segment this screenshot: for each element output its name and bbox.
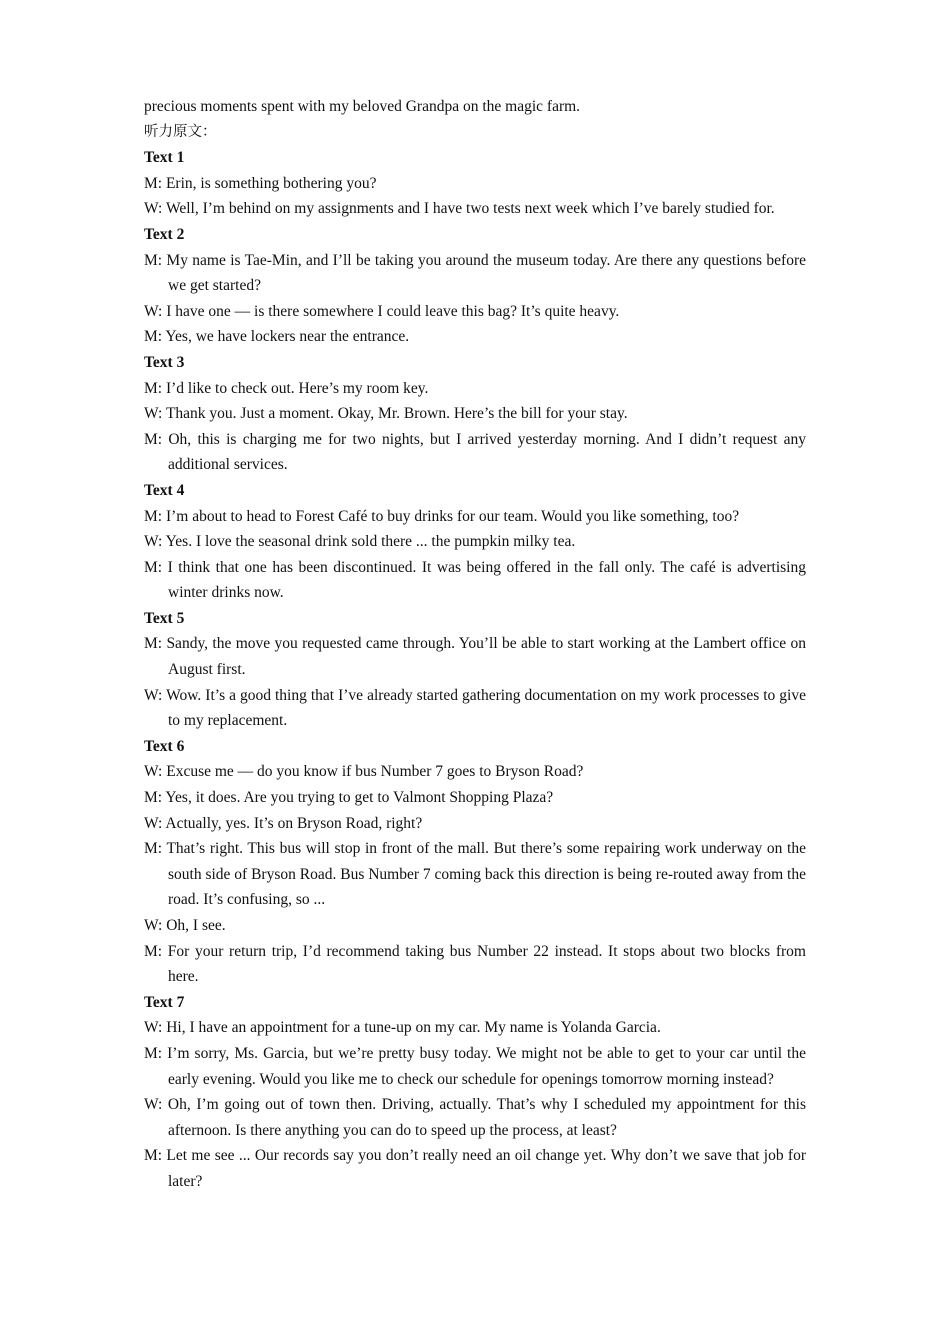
dialogue-line: W: Wow. It’s a good thing that I’ve already started gathering documentation on my work processes to give to my replacement. xyxy=(144,686,806,730)
dialogue-line: M: I’m about to head to Forest Café to buy drinks for our team. Would you like something, too? xyxy=(144,507,740,525)
dialogue-line: M: I’d like to check out. Here’s my room key. xyxy=(144,379,429,397)
dialogue-line: M: Yes, it does. Are you trying to get to Valmont Shopping Plaza? xyxy=(144,789,554,807)
dialogue-line: M: Oh, this is charging me for two nights, but I arrived yesterday morning. And I didn’t request any additional services. xyxy=(144,430,806,474)
text-heading: Text 6 xyxy=(144,737,185,755)
text-heading: Text 7 xyxy=(144,993,185,1011)
text-heading: Text 4 xyxy=(144,481,185,499)
dialogue-line: W: Actually, yes. It’s on Bryson Road, right? xyxy=(144,814,423,832)
section-title: 听力原文： xyxy=(144,123,217,140)
dialogue-line: W: Excuse me — do you know if bus Number 7 goes to Bryson Road? xyxy=(144,763,584,781)
dialogue-line: M: For your return trip, I’d recommend taking bus Number 22 instead. It stops about two blocks from here. xyxy=(144,942,806,986)
dialogue-line: W: Hi, I have an appointment for a tune-up on my car. My name is Yolanda Garcia. xyxy=(144,1019,661,1037)
dialogue-line: M: I’m sorry, Ms. Garcia, but we’re pretty busy today. We might not be able to get to your car until the early evening. Would you like me to check our schedule for openings tomorrow morning instead? xyxy=(144,1044,806,1088)
dialogue-line: M: That’s right. This bus will stop in front of the mall. But there’s some repairing work underway on the south side of Bryson Road. Bus Number 7 coming back this direction is being re-routed away from the road. It’s confusing, so ... xyxy=(144,840,806,909)
dialogue-line: M: Sandy, the move you requested came through. You’ll be able to start working at the Lambert office on August first. xyxy=(144,635,806,679)
document-page xyxy=(144,94,806,1195)
text-heading: Text 3 xyxy=(144,353,185,371)
dialogue-line: M: Yes, we have lockers near the entrance. xyxy=(144,328,410,346)
text-heading: Text 5 xyxy=(144,609,185,627)
dialogue-line: W: Oh, I’m going out of town then. Driving, actually. That’s why I scheduled my appointment for this afternoon. Is there anything you can do to speed up the process, at least? xyxy=(144,1096,806,1139)
dialogue-line: M: I think that one has been discontinued. It was being offered in the fall only. The café is advertising winter drinks now. xyxy=(144,558,806,602)
dialogue-line: M: Let me see ... Our records say you don’t really need an oil change yet. Why don’t we save that job for later? xyxy=(144,1147,806,1190)
dialogue-line: W: Well, I’m behind on my assignments and I have two tests next week which I’ve barely studied for. xyxy=(144,200,775,218)
dialogue-line: W: Thank you. Just a moment. Okay, Mr. Brown. Here’s the bill for your stay. xyxy=(144,405,628,423)
intro-text: precious moments spent with my beloved Grandpa on the magic farm. xyxy=(144,98,581,115)
dialogue-line: W: Oh, I see. xyxy=(144,917,226,934)
text-heading: Text 2 xyxy=(144,225,185,243)
dialogue-line: M: My name is Tae-Min, and I’ll be taking you around the museum today. Are there any questions before we get started? xyxy=(144,251,806,295)
text-heading: Text 1 xyxy=(144,149,185,167)
dialogue-line: W: Yes. I love the seasonal drink sold there ... the pumpkin milky tea. xyxy=(144,533,576,551)
dialogue-line: W: I have one — is there somewhere I could leave this bag? It’s quite heavy. xyxy=(144,302,620,320)
dialogue-line: M: Erin, is something bothering you? xyxy=(144,174,377,192)
